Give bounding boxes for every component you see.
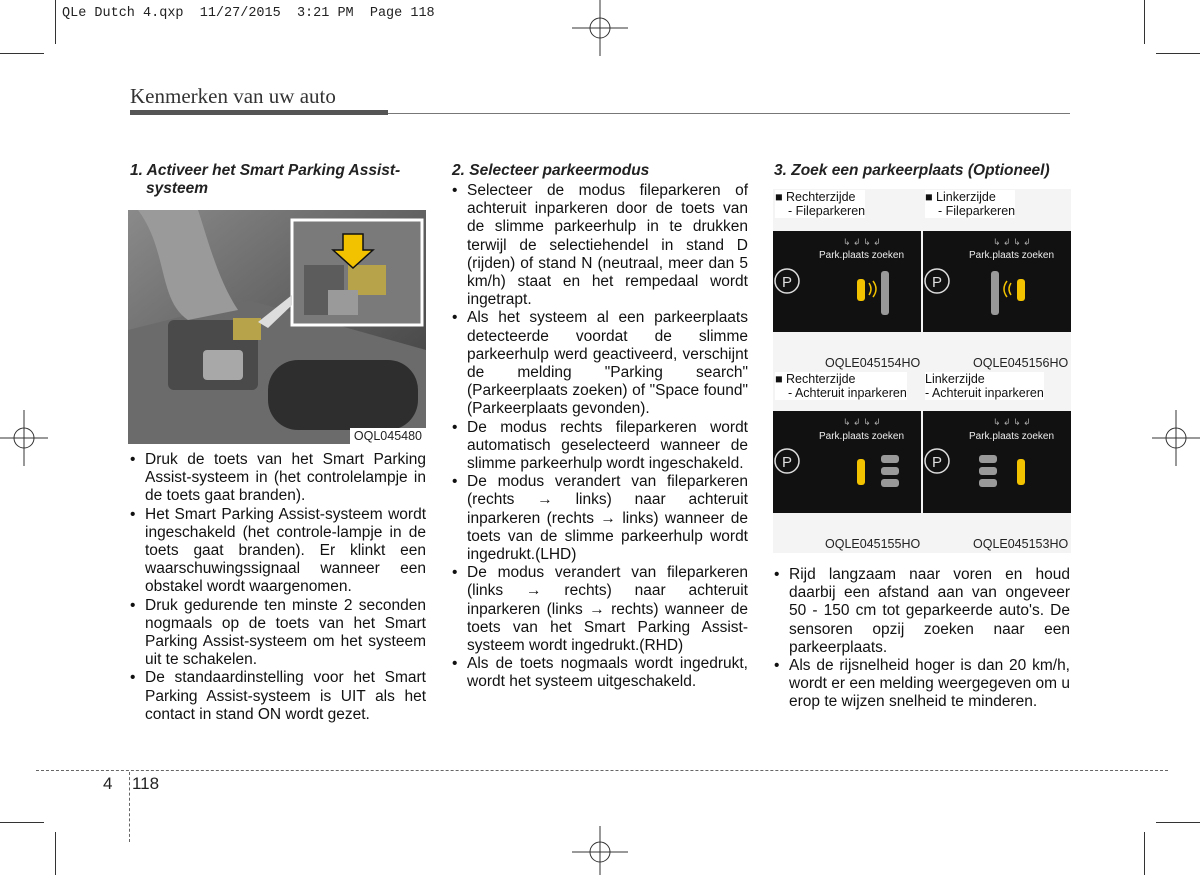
print-header: QLe Dutch 4.qxp 11/27/2015 3:21 PM Page 118: [62, 6, 435, 21]
mode-panel-right-parallel: [773, 189, 921, 371]
figure-label: OQLE045156HO: [973, 356, 1069, 370]
col1-heading-line1: 1. Activeer het Smart Parking Assist-: [130, 162, 401, 179]
cluster-display: [773, 231, 921, 332]
list-item: • De modus rechts fileparkeren wordt automatisch geselecteerd wanneer de slimme parkeerhulp wordt ingeschakeld.: [452, 419, 748, 474]
cluster-screen: [923, 231, 1071, 332]
registration-mark-right: [1152, 410, 1200, 466]
crop-mark: [1156, 822, 1200, 823]
cluster-display: [773, 411, 921, 513]
crop-mark: [55, 0, 56, 44]
list-item: • Als de toets nogmaals wordt ingedrukt, wordt het systeem uitgeschakeld.: [452, 655, 748, 691]
col1-heading-line2: systeem: [146, 180, 209, 197]
figure-label: OQLE045153HO: [973, 537, 1069, 551]
col1-body: [130, 451, 426, 724]
col2-heading: 2. Selecteer parkeermodus: [452, 162, 650, 179]
header-rule-thin: [388, 113, 1070, 114]
panel-caption-line1: ■ Linkerzijde: [925, 190, 996, 204]
page-index: 118: [131, 774, 160, 793]
panel-caption-line1: Linkerzijde: [925, 372, 985, 386]
mode-figure-grid: [773, 189, 1071, 553]
figure-label: OQL045480: [350, 428, 426, 444]
screen-message: Park.plaats zoeken: [969, 431, 1055, 442]
panel-caption: [925, 190, 1015, 218]
registration-mark-left: [0, 410, 48, 466]
mode-panel-left-parallel: [923, 189, 1071, 371]
list-item: • Rijd langzaam naar voren en houd daarbij een afstand aan van ongeveer 50 - 150 cm tot geparkeerde auto's. De sensoren opzij zoeken naar een parkeerplaats.: [774, 566, 1070, 657]
cluster-screen: [773, 411, 921, 513]
list-item: • De modus verandert van fileparkeren (links → rechts) naar achteruit inparkeren (links → rechts) wanneer de toets van het Smart Parking Assist-systeem wordt ingedrukt.(RHD): [452, 564, 748, 655]
registration-mark-bottom: [572, 826, 628, 875]
mode-panel-left-perpendicular: [923, 371, 1071, 553]
crop-mark: [0, 822, 44, 823]
screen-message: Park.plaats zoeken: [819, 431, 905, 442]
col2-body: [452, 182, 748, 692]
panel-caption: [925, 372, 1044, 400]
list-item: • Druk gedurende ten minste 2 seconden nogmaals op de toets van het Smart Parking Assist-systeem om het systeem uit te schakelen.: [130, 597, 426, 670]
list-item: • De standaardinstelling voor het Smart Parking Assist-systeem is UIT als het contact in stand ON wordt gezet.: [130, 669, 426, 724]
col3-body: [774, 566, 1070, 712]
list-item: • De modus verandert van fileparkeren (rechts → links) naar achteruit inparkeren (rechts → links) wanneer de toets van de slimme parkeerhulp wordt ingedrukt.(LHD): [452, 473, 748, 564]
panel-caption-line2: - Achteruit inparkeren: [788, 386, 907, 400]
console-illustration: [128, 210, 426, 444]
cluster-screen: [773, 231, 921, 332]
list-item: • Het Smart Parking Assist-systeem wordt ingeschakeld (het controle-lampje in de toets gaat branden). Er klinkt een waarschuwingssignaal wanneer een obstakel wordt waargenomen.: [130, 506, 426, 597]
figure-label: OQLE045155HO: [825, 537, 921, 551]
svg-text:P: P: [782, 454, 793, 471]
svg-text:↳ ↲ ↳ ↲: ↳ ↲ ↳ ↲: [843, 237, 881, 247]
cluster-screen: [923, 411, 1071, 513]
cluster-display: [923, 231, 1071, 332]
section-number: 4: [103, 774, 113, 793]
mode-panel-right-perpendicular: [773, 371, 921, 553]
screen-message: Park.plaats zoeken: [969, 250, 1055, 261]
panel-caption-line2: - Fileparkeren: [788, 204, 866, 218]
page-number: [103, 774, 159, 794]
parking-button-photo: [128, 210, 426, 444]
panel-caption-line2: - Achteruit inparkeren: [925, 386, 1044, 400]
list-item: • Druk de toets van het Smart Parking Assist-systeem in (het controlelampje in de toets gaat branden).: [130, 451, 426, 506]
panel-caption-line2: - Fileparkeren: [938, 204, 1016, 218]
crop-mark: [1144, 832, 1145, 875]
crop-mark: [1144, 0, 1145, 44]
panel-caption-line1: ■ Rechterzijde: [775, 372, 856, 386]
chapter-title: Kenmerken van uw auto: [130, 84, 336, 108]
svg-text:P: P: [932, 274, 943, 291]
crop-mark: [0, 53, 44, 54]
col1-heading: [130, 162, 430, 198]
svg-text:P: P: [782, 274, 793, 291]
registration-mark-top: [572, 0, 628, 56]
svg-text:↳ ↲ ↳ ↲: ↳ ↲ ↳ ↲: [993, 417, 1031, 427]
crop-mark: [1156, 53, 1200, 54]
panel-caption: [775, 190, 865, 218]
figure-label: OQLE045154HO: [825, 356, 921, 370]
list-item: • Als de rijsnelheid hoger is dan 20 km/h, wordt er een melding weergegeven om u erop te wijzen snelheid te minderen.: [774, 657, 1070, 712]
panel-caption: [775, 372, 907, 400]
col3-heading: 3. Zoek een parkeerplaats (Optioneel): [774, 162, 1050, 179]
list-item: • Selecteer de modus fileparkeren of achteruit inparkeren door de toets van de slimme parkeerhulp in te drukken terwijl de selectiehendel in stand D (rijden) of stand N (neutraal, meer dan 5 km/h) staat en het rempedaal wordt ingetrapt.: [452, 182, 748, 309]
list-item: • Als het systeem al een parkeerplaats detecteerde voordat de slimme parkeerhulp werd geactiveerd, verschijnt de melding "Parking search" (Parkeerplaats zoeken) of "Space found" (Parkeerplaats gevonden).: [452, 309, 748, 418]
cluster-display: [923, 411, 1071, 513]
panel-caption-line1: ■ Rechterzijde: [775, 190, 856, 204]
footer-rule: [36, 770, 1168, 771]
svg-text:↳ ↲ ↳ ↲: ↳ ↲ ↳ ↲: [993, 237, 1031, 247]
crop-mark: [55, 832, 56, 875]
svg-text:P: P: [932, 454, 943, 471]
svg-text:↳ ↲ ↳ ↲: ↳ ↲ ↳ ↲: [843, 417, 881, 427]
screen-message: Park.plaats zoeken: [819, 250, 905, 261]
header-rule-thick: [130, 110, 388, 115]
